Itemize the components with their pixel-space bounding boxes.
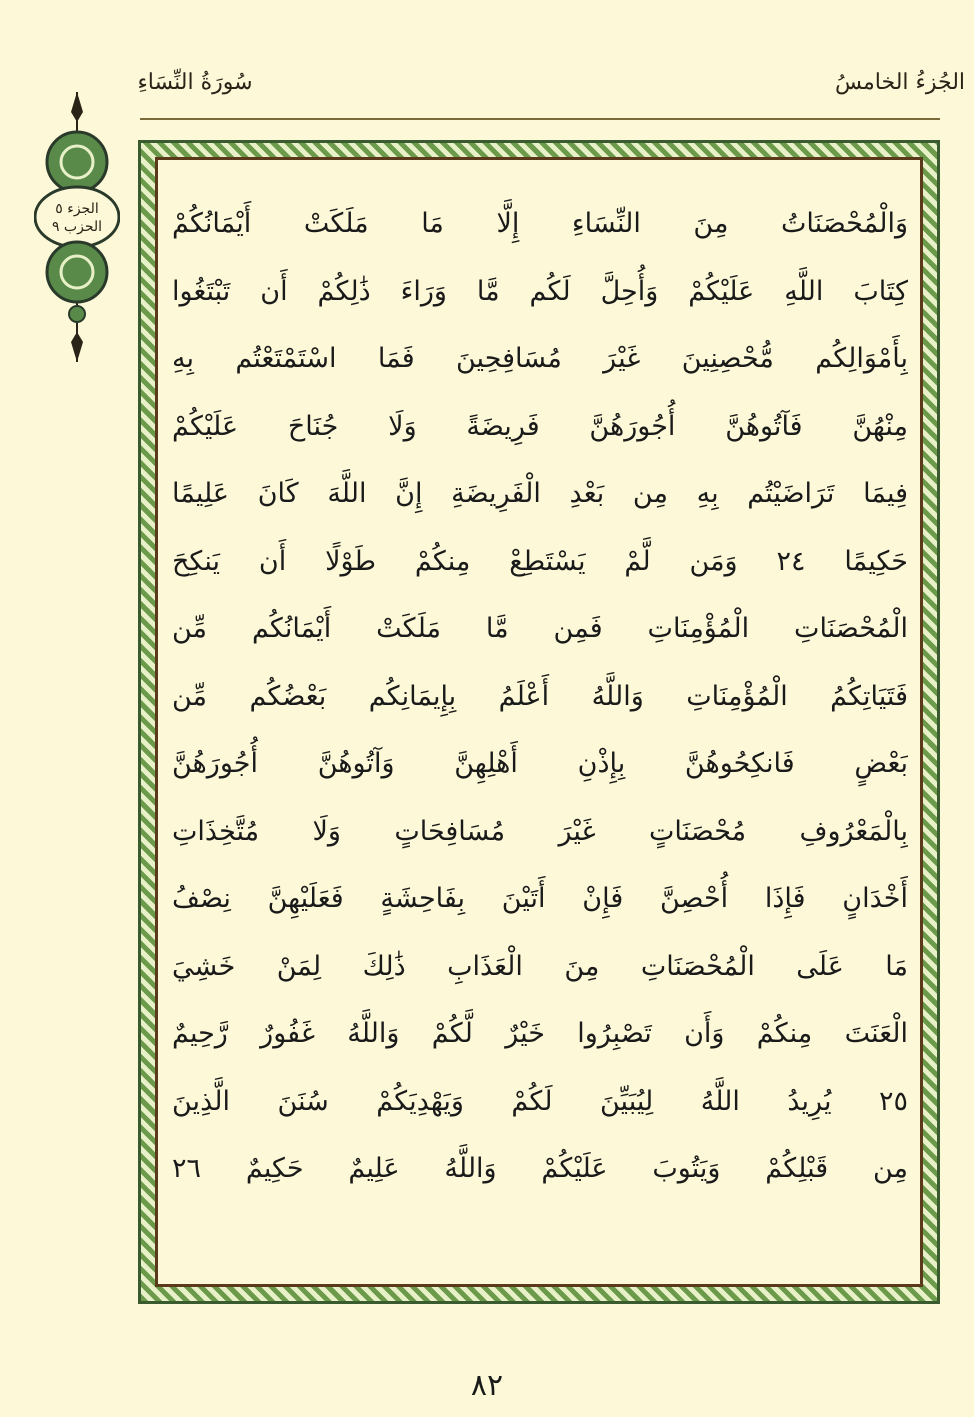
text-line: مَا عَلَى الْمُحْصَنَاتِ مِنَ الْعَذَابِ ذَٰلِكَ لِمَنْ خَشِيَ xyxy=(172,950,908,982)
text-line: مِن قَبْلِكُمْ وَيَتُوبَ عَلَيْكُمْ وَاللَّهُ عَلِيمٌ حَكِيمٌ ٢٦ xyxy=(172,1153,908,1184)
text-line: وَالْمُحْصَنَاتُ مِنَ النِّسَاءِ إِلَّا مَا مَلَكَتْ أَيْمَانُكُمْ xyxy=(172,208,908,239)
text-line: مِنْهُنَّ فَآتُوهُنَّ أُجُورَهُنَّ فَرِيضَةً وَلَا جُنَاحَ عَلَيْكُمْ xyxy=(172,410,908,442)
juz-header: الجُزءُ الخامسُ xyxy=(834,70,966,95)
text-line: الْمُحْصَنَاتِ الْمُؤْمِنَاتِ فَمِن مَّا مَلَكَتْ أَيْمَانُكُم مِّن xyxy=(172,613,908,644)
text-line: الْعَنَتَ مِنكُمْ وَأَن تَصْبِرُوا خَيْرٌ لَّكُمْ وَاللَّهُ غَفُورٌ رَّحِيمٌ xyxy=(172,1018,908,1049)
text-line: بَعْضٍ فَانكِحُوهُنَّ بِإِذْنِ أَهْلِهِنَّ وَآتُوهُنَّ أُجُورَهُنَّ xyxy=(172,748,908,779)
text-line: حَكِيمًا ٢٤ وَمَن لَّمْ يَسْتَطِعْ مِنكُمْ طَوْلًا أَن يَنكِحَ xyxy=(172,545,908,577)
text-line: كِتَابَ اللَّهِ عَلَيْكُمْ وَأُحِلَّ لَكُم مَّا وَرَاءَ ذَٰلِكُمْ أَن تَبْتَغُوا xyxy=(172,275,908,307)
text-line: ٢٥ يُرِيدُ اللَّهُ لِيُبَيِّنَ لَكُمْ وَيَهْدِيَكُمْ سُنَنَ الَّذِينَ xyxy=(172,1085,908,1117)
surah-header: سُورَةُ النِّسَاءِ xyxy=(137,70,253,95)
text-line: فَتَيَاتِكُمُ الْمُؤْمِنَاتِ وَاللَّهُ أَعْلَمُ بِإِيمَانِكُم بَعْضُكُم مِّن xyxy=(172,680,908,712)
hizb-label: الحزب ٩ xyxy=(51,219,103,235)
text-line: فِيمَا تَرَاضَيْتُم بِهِ مِن بَعْدِ الْفَرِيضَةِ إِنَّ اللَّهَ كَانَ عَلِيمًا xyxy=(172,478,908,509)
text-lines xyxy=(172,190,908,1270)
text-line: بِالْمَعْرُوفِ مُحْصَنَاتٍ غَيْرَ مُسَافِحَاتٍ وَلَا مُتَّخِذَاتِ xyxy=(172,815,908,847)
juz-label: الجزء ٥ xyxy=(55,201,99,217)
text-line: بِأَمْوَالِكُم مُّحْصِنِينَ غَيْرَ مُسَافِحِينَ فَمَا اسْتَمْتَعْتُم بِهِ xyxy=(172,343,908,374)
page-number: ٨٢ xyxy=(470,1368,504,1403)
text-line: أَخْدَانٍ فَإِذَا أُحْصِنَّ فَإِنْ أَتَيْنَ بِفَاحِشَةٍ فَعَلَيْهِنَّ نِصْفُ xyxy=(172,883,908,914)
medallion-labels xyxy=(34,200,120,236)
header-divider xyxy=(140,118,940,120)
